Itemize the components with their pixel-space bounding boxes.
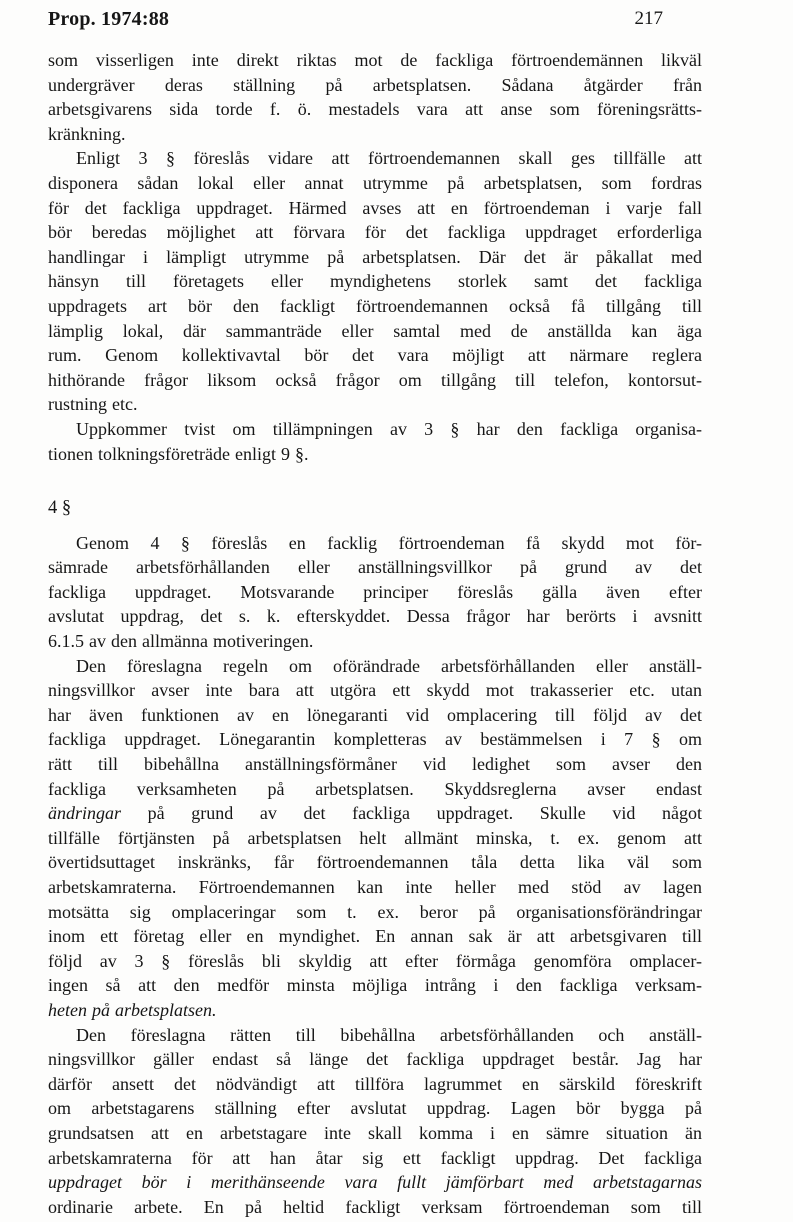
- body-text: undergräver deras ställning på arbetsplatsen. Sådana åtgärder från: [48, 74, 702, 95]
- text-line: [48, 752, 702, 777]
- text-line: [48, 48, 702, 73]
- text-line: [48, 269, 702, 294]
- text-line: [48, 580, 702, 605]
- text-line: [48, 1047, 702, 1072]
- body-text: bör beredas möjlighet att förvara för det fackliga uppdraget erforderliga: [48, 222, 702, 243]
- text-line: [48, 146, 702, 171]
- text-line: [48, 973, 702, 998]
- body-text: ingen så att den medför minsta möjliga intrång i den fackliga verksam-: [48, 975, 702, 996]
- paragraph: [48, 146, 702, 417]
- body-text: lämplig lokal, där sammanträde eller samtal med de anställda kan äga: [48, 320, 702, 341]
- paragraph: [48, 531, 702, 654]
- body-text: tionen tolkningsföreträde enligt 9 §.: [48, 443, 309, 464]
- text-line: [48, 442, 702, 467]
- emphasized-text: ändringar: [48, 803, 122, 824]
- body-text: ningsvillkor gäller endast så länge det fackliga uppdraget består. Jag har: [48, 1049, 702, 1070]
- body-text: tillfälle förtjänsten på arbetsplatsen helt allmänt minska, t. ex. genom att: [48, 827, 702, 848]
- text-line: [48, 1121, 702, 1146]
- emphasized-text: heten på arbetsplatsen.: [48, 999, 217, 1020]
- text-line: [48, 196, 702, 221]
- body-text: som visserligen inte direkt riktas mot de fackliga förtroendemännen likväl: [48, 50, 702, 70]
- body-text: följd av 3 § föreslås bli skyldig att efter förmåga genomföra omplacer-: [48, 950, 702, 971]
- section-heading: 4 §: [48, 498, 72, 519]
- body-text: om arbetstagarens ställning efter avslutat uppdrag. Lagen bör bygga på: [48, 1098, 702, 1119]
- text-line: [48, 801, 702, 826]
- text-line: [48, 875, 702, 900]
- body-text: disponera sådan lokal eller annat utrymme på arbetsplatsen, som fordras: [48, 172, 702, 193]
- document-title: Prop. 1974:88: [48, 8, 170, 30]
- body-text: Den föreslagna regeln om oförändrade arbetsförhållanden eller anställ-: [76, 655, 702, 676]
- text-line: [48, 171, 702, 196]
- text-line: [48, 368, 702, 393]
- text-line: [48, 949, 702, 974]
- body-text: rum. Genom kollektivavtal bör det vara möjligt att närmare reglera: [48, 345, 702, 366]
- text-line: [48, 629, 702, 654]
- text-line: [48, 392, 702, 417]
- text-line: [48, 1170, 702, 1195]
- text-line: [48, 703, 702, 728]
- body-text: hänsyn till företagets eller myndighetens storlek samt det fackliga: [48, 271, 702, 292]
- running-header: [48, 6, 702, 32]
- body-text: kränkning.: [48, 123, 126, 144]
- text-line: [48, 850, 702, 875]
- body-text: arbetsgivarens sida torde f. ö. mestadels vara att anse som föreningsrätts-: [48, 99, 702, 120]
- body-text: för det fackliga uppdraget. Härmed avses att en förtroendeman i varje fall: [48, 197, 702, 218]
- body-text: sämrade arbetsförhållanden eller anställningsvillkor på grund av det: [48, 557, 702, 578]
- text-line: [48, 604, 702, 629]
- body-text: därför ansett det nödvändigt att tillföra lagrummet en särskild föreskrift: [48, 1073, 702, 1094]
- text-line: [48, 1072, 702, 1097]
- body-text: ordinarie arbete. En på heltid fackligt verksam förtroendeman som till: [48, 1196, 702, 1217]
- paragraph: [48, 654, 702, 1023]
- body-text: har även funktionen av en lönegaranti vid omplacering till följd av det: [48, 704, 702, 725]
- document-body: [48, 48, 702, 1219]
- emphasized-text: uppdraget bör i merithänseende vara fullt jämförbart med arbetstagarnas: [48, 1172, 702, 1193]
- body-text: rustning etc.: [48, 394, 138, 415]
- body-text: fackliga uppdraget. Lönegarantin kompletteras av bestämmelsen i 7 § om: [48, 729, 702, 750]
- body-text: Den föreslagna rätten till bibehållna arbetsförhållanden och anställ-: [76, 1024, 702, 1045]
- text-line: [48, 555, 702, 580]
- body-text: uppdragets art bör den fackligt förtroendemannen också få tillgång till: [48, 295, 702, 316]
- body-text: fackliga verksamheten på arbetsplatsen. Skyddsreglerna avser endast: [48, 778, 702, 799]
- text-line: [48, 998, 702, 1023]
- text-line: [48, 319, 702, 344]
- text-line: [48, 678, 702, 703]
- body-text: 6.1.5 av den allmänna motiveringen.: [48, 631, 314, 652]
- body-text: Genom 4 § föreslås en facklig förtroendeman få skydd mot för-: [76, 532, 702, 553]
- text-line: [48, 1023, 702, 1048]
- text-line: [48, 220, 702, 245]
- text-line: [48, 1195, 702, 1220]
- text-line: [48, 294, 702, 319]
- text-line: [48, 924, 702, 949]
- body-text: fackliga uppdraget. Motsvarande principer föreslås gälla även efter: [48, 581, 702, 602]
- text-line: [48, 1146, 702, 1171]
- text-line: [48, 122, 702, 147]
- text-line: [48, 417, 702, 442]
- text-line: [48, 73, 702, 98]
- body-text: inom ett företag eller en myndighet. En annan sak är att arbetsgivaren till: [48, 926, 702, 947]
- body-text: Enligt 3 § föreslås vidare att förtroendemannen skall ges tillfälle att: [76, 148, 702, 169]
- body-text: ningsvillkor avser inte bara att utgöra ett skydd mot trakasserier etc. utan: [48, 680, 702, 701]
- paragraph: [48, 1023, 702, 1220]
- text-line: [48, 900, 702, 925]
- body-text: Uppkommer tvist om tillämpningen av 3 § har den fackliga organisa-: [76, 418, 702, 439]
- body-text: arbetskamraterna. Förtroendemannen kan inte heller med stöd av lagen: [48, 877, 702, 897]
- body-text: grundsatsen att en arbetstagare inte skall komma i en sämre situation än: [48, 1122, 702, 1143]
- text-line: [48, 245, 702, 270]
- body-text: hithörande frågor liksom också frågor om tillgång till telefon, kontorsut-: [48, 369, 702, 390]
- text-line: [48, 777, 702, 802]
- body-text: rätt till bibehållna anställningsförmåner vid ledighet som avser den: [48, 754, 702, 775]
- body-text: motsätta sig omplaceringar som t. ex. beror på organisationsförändringar: [48, 901, 702, 922]
- body-text: handlingar i lämpligt utrymme på arbetsplatsen. Där det är påkallat med: [48, 246, 702, 267]
- text-line: [48, 531, 702, 556]
- text-line: [48, 343, 702, 368]
- body-text: arbetskamraterna för att han åtar sig ett fackligt uppdrag. Det fackliga: [48, 1147, 702, 1168]
- text-line: [48, 654, 702, 679]
- page-number: 217: [634, 8, 663, 29]
- text-line: [48, 727, 702, 752]
- text-line: [48, 1096, 702, 1121]
- paragraph: [48, 48, 702, 146]
- paragraph: [48, 417, 702, 466]
- body-text: på grund av det fackliga uppdraget. Skulle vid något: [121, 803, 702, 824]
- text-line: [48, 97, 702, 122]
- text-line: [48, 826, 702, 851]
- body-text: övertidsuttaget inskränks, får förtroendemannen tåla detta lika väl som: [48, 852, 702, 873]
- body-text: avslutat uppdrag, det s. k. efterskyddet. Dessa frågor har berörts i avsnitt: [48, 606, 702, 627]
